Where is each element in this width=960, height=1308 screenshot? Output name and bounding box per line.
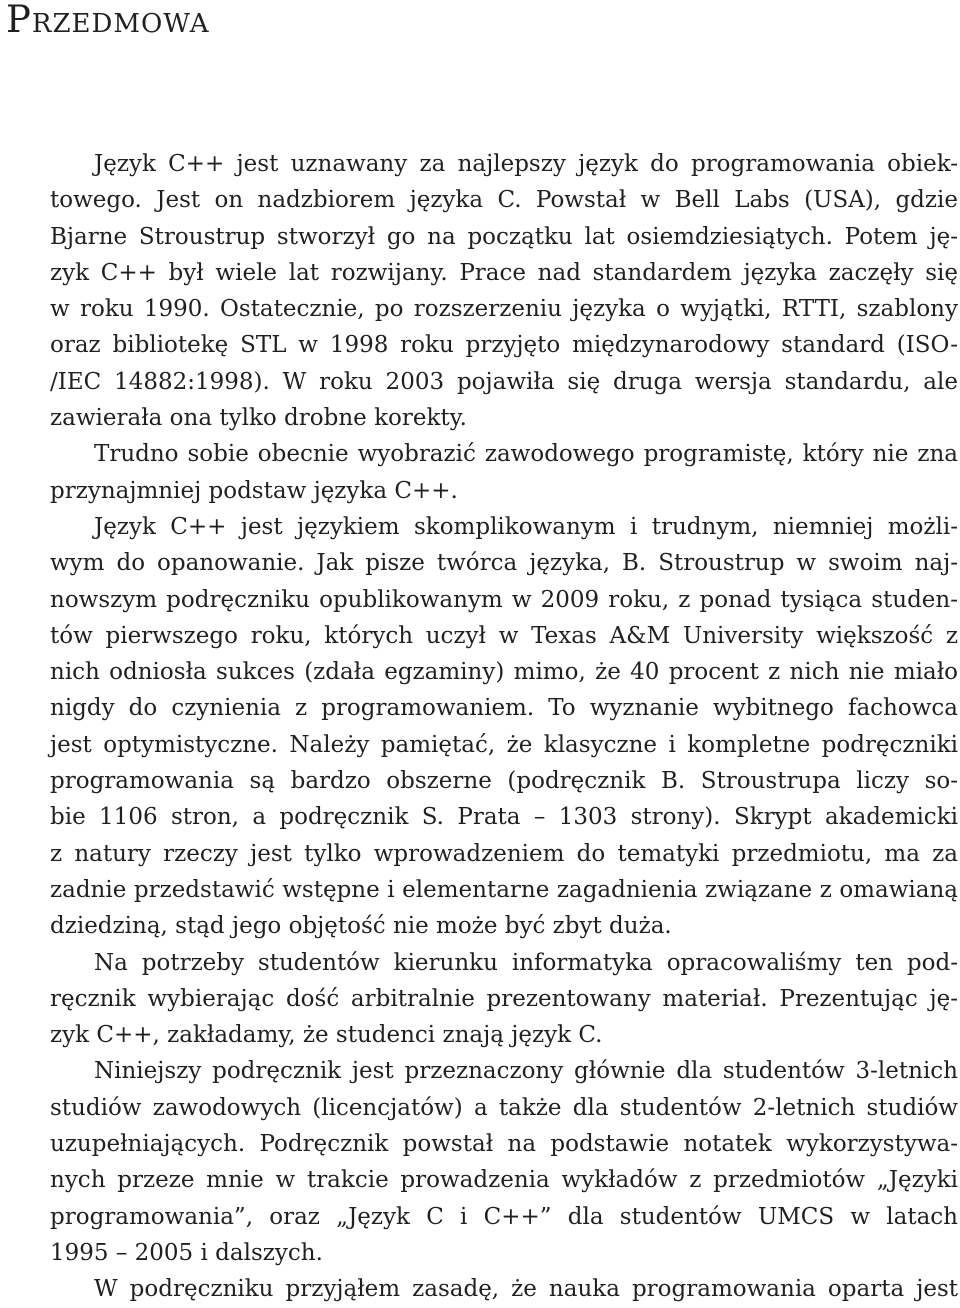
text-line: studiów zawodowych (licencjatów) a także dla studentów 2-letnich studiów <box>50 1094 958 1121</box>
text-line: nich odniosła sukces (zdała egzaminy) mimo, że 40 procent z nich nie miało <box>50 659 958 686</box>
paragraph <box>6 1271 958 1307</box>
text-line: Na potrzeby studentów kierunku informatyka opracowaliśmy ten pod- <box>94 949 958 976</box>
text-line: zadnie przedstawić wstępne i elementarne zagadnienia związane z omawianą <box>50 876 958 903</box>
text-line: towego. Jest on nadzbiorem języka C. Powstał w Bell Labs (USA), gdzie <box>50 187 958 214</box>
paragraph <box>6 146 958 436</box>
text-line: ręcznik wybierając dość arbitralnie prezentowany materiał. Prezentując ję- <box>50 985 958 1012</box>
text-line: Niniejszy podręcznik jest przeznaczony głównie dla studentów 3-letnich <box>94 1058 958 1085</box>
text-line: bie 1106 stron, a podręcznik S. Prata – 1303 strony). Skrypt akademicki <box>50 804 958 831</box>
text-line: /IEC 14882:1998). W roku 2003 pojawiła się druga wersja standardu, ale <box>50 368 958 395</box>
page-title: Przedmowa <box>6 0 210 41</box>
text-line: programowania”, oraz „Język C i C++” dla studentów UMCS w latach <box>50 1203 958 1230</box>
paragraph <box>6 1053 958 1271</box>
text-line: Trudno sobie obecnie wyobrazić zawodowego programistę, który nie zna <box>94 441 958 468</box>
body-text <box>6 146 958 1308</box>
text-line: dziedziną, stąd jego objętość nie może być zbyt duża. <box>50 913 672 940</box>
text-line: nowszym podręczniku opublikowanym w 2009 roku, z ponad tysiąca studen- <box>50 586 958 613</box>
text-line: Język C++ jest uznawany za najlepszy język do programowania obiek- <box>94 151 958 177</box>
text-line: przynajmniej podstaw języka C++. <box>50 477 458 504</box>
text-line: zawierała ona tylko drobne korekty. <box>50 405 467 432</box>
text-line: zyk C++, zakładamy, że studenci znają język C. <box>50 1022 603 1049</box>
text-line: W podręczniku przyjąłem zasadę, że nauka programowania oparta jest <box>94 1276 958 1303</box>
text-line: nigdy do czynienia z programowaniem. To wyznanie wybitnego fachowca <box>50 695 958 722</box>
text-line: Bjarne Stroustrup stworzył go na początku lat osiemdziesiątych. Potem ję- <box>50 223 958 250</box>
paragraph <box>6 436 958 509</box>
text-line: tów pierwszego roku, których uczył w Texas A&M University większość z <box>50 622 958 649</box>
text-line: Język C++ jest językiem skomplikowanym i trudnym, niemniej możli- <box>94 513 958 540</box>
text-line: oraz bibliotekę STL w 1998 roku przyjęto międzynarodowy standard (ISO- <box>50 332 958 359</box>
text-line: nych przeze mnie w trakcie prowadzenia wykładów z przedmiotów „Języki <box>50 1167 958 1194</box>
text-line: z natury rzeczy jest tylko wprowadzeniem do tematyki przedmiotu, ma za <box>50 840 958 867</box>
text-line: w roku 1990. Ostatecznie, po rozszerzeniu języka o wyjątki, RTTI, szablony <box>50 296 958 323</box>
text-line: programowania są bardzo obszerne (podręcznik B. Stroustrupa liczy so- <box>50 768 958 795</box>
paragraph <box>6 945 958 1054</box>
text-line: uzupełniających. Podręcznik powstał na podstawie notatek wykorzystywa- <box>50 1131 958 1158</box>
text-line: 1995 – 2005 i dalszych. <box>50 1239 323 1266</box>
text-line: zyk C++ był wiele lat rozwijany. Prace nad standardem języka zaczęły się <box>50 259 958 286</box>
text-line: jest optymistyczne. Należy pamiętać, że klasyczne i kompletne podręczniki <box>50 731 958 758</box>
text-line: wym do opanowanie. Jak pisze twórca języka, B. Stroustrup w swoim naj- <box>50 550 958 577</box>
paragraph <box>6 509 958 945</box>
